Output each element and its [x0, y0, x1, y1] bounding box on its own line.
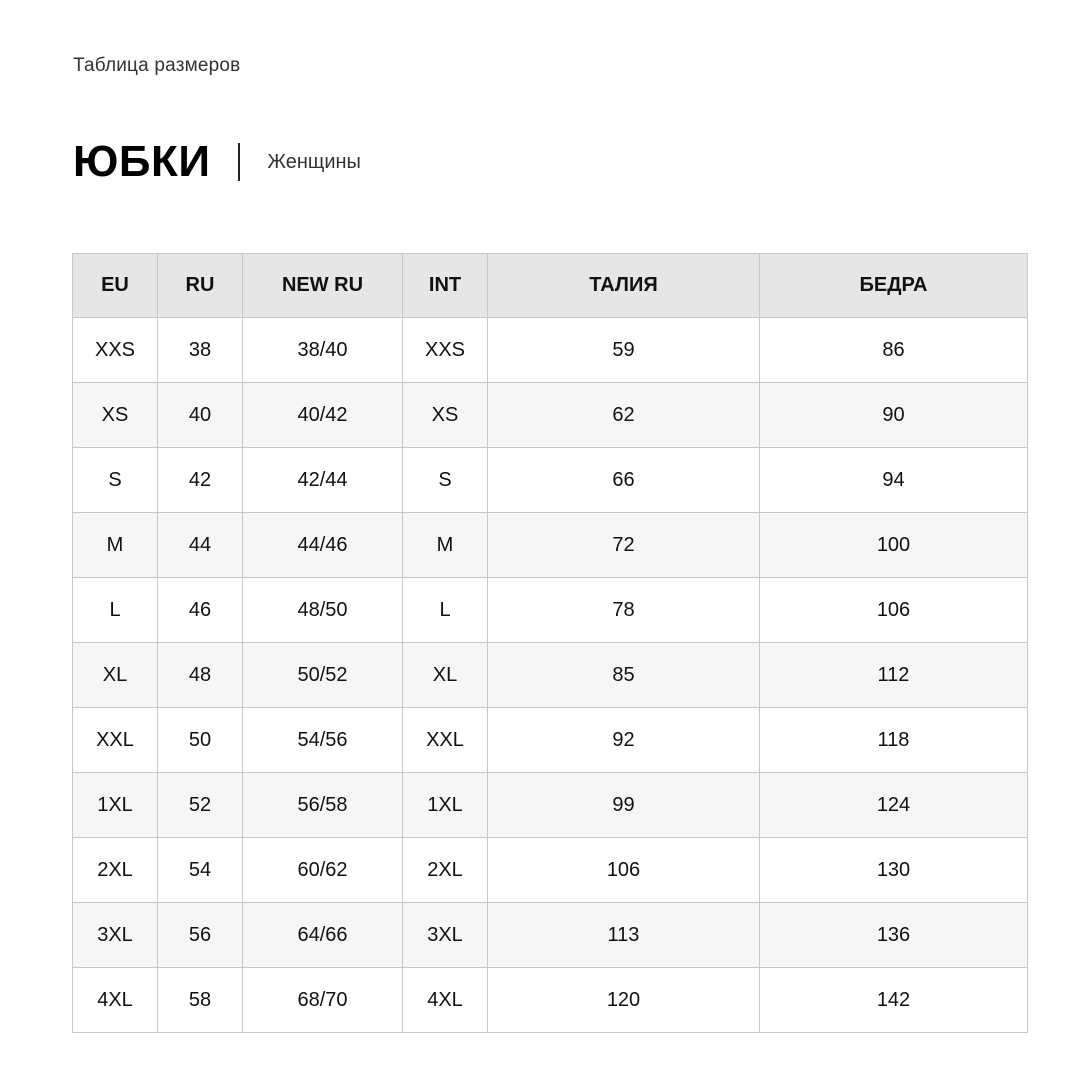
cell-eu: XL: [73, 643, 158, 708]
cell-hips: 124: [760, 773, 1028, 838]
cell-int: M: [403, 513, 488, 578]
cell-new-ru: 60/62: [243, 838, 403, 903]
column-header-waist: ТАЛИЯ: [488, 254, 760, 318]
table-header-row: [73, 254, 1028, 318]
cell-ru: 48: [158, 643, 243, 708]
cell-int: 3XL: [403, 903, 488, 968]
cell-eu: 4XL: [73, 968, 158, 1033]
table-row: [73, 643, 1028, 708]
cell-ru: 44: [158, 513, 243, 578]
cell-int: XL: [403, 643, 488, 708]
title-divider: [238, 143, 240, 181]
table-row: [73, 773, 1028, 838]
cell-hips: 142: [760, 968, 1028, 1033]
cell-waist: 99: [488, 773, 760, 838]
cell-waist: 59: [488, 318, 760, 383]
cell-int: 2XL: [403, 838, 488, 903]
cell-waist: 106: [488, 838, 760, 903]
cell-ru: 50: [158, 708, 243, 773]
table-row: [73, 578, 1028, 643]
cell-new-ru: 48/50: [243, 578, 403, 643]
cell-int: S: [403, 448, 488, 513]
cell-ru: 40: [158, 383, 243, 448]
table-row: [73, 968, 1028, 1033]
cell-hips: 130: [760, 838, 1028, 903]
cell-ru: 56: [158, 903, 243, 968]
table-row: [73, 448, 1028, 513]
title-row: [73, 137, 361, 187]
cell-int: 4XL: [403, 968, 488, 1033]
cell-new-ru: 38/40: [243, 318, 403, 383]
cell-waist: 85: [488, 643, 760, 708]
cell-eu: L: [73, 578, 158, 643]
cell-hips: 94: [760, 448, 1028, 513]
cell-hips: 86: [760, 318, 1028, 383]
cell-new-ru: 68/70: [243, 968, 403, 1033]
table-row: [73, 383, 1028, 448]
cell-hips: 136: [760, 903, 1028, 968]
cell-waist: 72: [488, 513, 760, 578]
cell-eu: XS: [73, 383, 158, 448]
cell-ru: 58: [158, 968, 243, 1033]
cell-int: XXS: [403, 318, 488, 383]
cell-int: L: [403, 578, 488, 643]
cell-new-ru: 40/42: [243, 383, 403, 448]
cell-new-ru: 44/46: [243, 513, 403, 578]
size-table: [72, 253, 1028, 1033]
cell-new-ru: 50/52: [243, 643, 403, 708]
cell-hips: 100: [760, 513, 1028, 578]
table-row: [73, 838, 1028, 903]
page-supertitle: Таблица размеров: [73, 55, 241, 76]
cell-eu: XXS: [73, 318, 158, 383]
column-header-ru: RU: [158, 254, 243, 318]
cell-waist: 113: [488, 903, 760, 968]
cell-hips: 118: [760, 708, 1028, 773]
table-row: [73, 513, 1028, 578]
page-subtitle: Женщины: [267, 150, 361, 173]
cell-ru: 52: [158, 773, 243, 838]
cell-eu: 1XL: [73, 773, 158, 838]
table-row: [73, 708, 1028, 773]
cell-new-ru: 54/56: [243, 708, 403, 773]
cell-ru: 54: [158, 838, 243, 903]
cell-waist: 62: [488, 383, 760, 448]
cell-int: XS: [403, 383, 488, 448]
column-header-eu: EU: [73, 254, 158, 318]
cell-eu: M: [73, 513, 158, 578]
cell-waist: 120: [488, 968, 760, 1033]
cell-new-ru: 56/58: [243, 773, 403, 838]
cell-eu: 3XL: [73, 903, 158, 968]
cell-eu: 2XL: [73, 838, 158, 903]
column-header-int: INT: [403, 254, 488, 318]
cell-hips: 106: [760, 578, 1028, 643]
cell-hips: 90: [760, 383, 1028, 448]
cell-eu: XXL: [73, 708, 158, 773]
cell-waist: 66: [488, 448, 760, 513]
column-header-hips: БЕДРА: [760, 254, 1028, 318]
cell-int: 1XL: [403, 773, 488, 838]
cell-hips: 112: [760, 643, 1028, 708]
table-row: [73, 318, 1028, 383]
table-row: [73, 903, 1028, 968]
page-title: ЮБКИ: [73, 137, 211, 186]
cell-int: XXL: [403, 708, 488, 773]
column-header-new-ru: NEW RU: [243, 254, 403, 318]
cell-ru: 38: [158, 318, 243, 383]
cell-ru: 46: [158, 578, 243, 643]
cell-waist: 92: [488, 708, 760, 773]
cell-new-ru: 64/66: [243, 903, 403, 968]
cell-ru: 42: [158, 448, 243, 513]
cell-new-ru: 42/44: [243, 448, 403, 513]
cell-eu: S: [73, 448, 158, 513]
cell-waist: 78: [488, 578, 760, 643]
